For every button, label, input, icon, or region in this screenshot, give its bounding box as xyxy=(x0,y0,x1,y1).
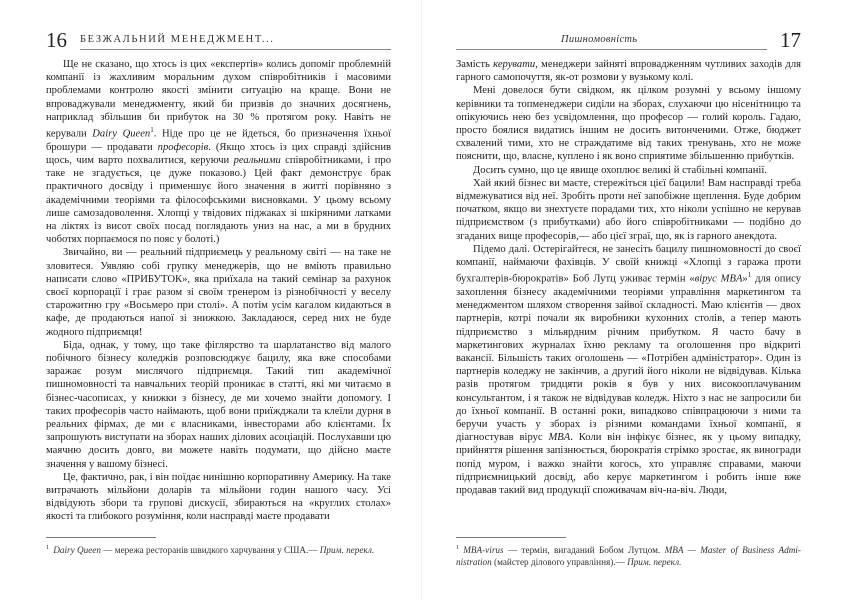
paragraph xyxy=(46,58,391,246)
italic-text: MBA-virus xyxy=(463,545,504,556)
italic-text: Прим. перекл. xyxy=(319,545,375,556)
italic-text: професорів xyxy=(157,141,209,153)
right-page-body xyxy=(456,58,801,497)
footnote-rule xyxy=(456,537,566,538)
right-page xyxy=(422,0,843,600)
text-run: Хай який бізнес ви маєте, стережіться цієї бацили! Вам насправді треба відмежуватися від неї. Зробіть проти неї запобіжне щеплення. Буде добрим початком, якщо ви знехтуєте порадами тих, хто ніколи успішно не керував підприємством (з прибутками) або його співробітниками — подібно до згаданих вище професорів,— або цієї зграї, що, як із гарного анекдота. xyxy=(456,177,801,242)
header-rule xyxy=(80,49,391,50)
left-page-header xyxy=(46,30,391,52)
text-run: Замість xyxy=(456,59,494,70)
italic-text: Dairy Queen xyxy=(92,128,151,140)
left-page xyxy=(0,0,421,600)
text-run: Звичайно, ви — реальний підприємець у реальному світі — на таке не зловитеся. Уявляю собі групку менеджерів, що не вміють правильно написати слово «ПРИБУТОК», яка приїхала на такий семінар за рахунок своєї корпорації і грає разом зі своїм тренером із різнобічності у веселу старожитню гру «Восьмеро при столі». А потім усім кагалом кидаються в кафе, де продаються напої зі знижкою. Закладаюся, серед них не буде жодного підприємця! xyxy=(46,247,391,338)
text-run: Досить сумно, що це явище охоплює великі й стабільні компанії. xyxy=(473,164,767,176)
text-run: Підемо далі. Остерігайтеся, не занесіть бацилу пишномовності до своєї компанії, наймаючи фахівців. У своїй книжці «Хлопці з гаража проти бухгалтерів-бюрократів» Боб Лутц уживає термін « xyxy=(456,243,801,285)
footnote-ref: 1 xyxy=(747,271,752,280)
running-head: Пишномовність xyxy=(561,34,638,45)
text-run: Мені довелося бути свідком, як цілком розумні у всьому іншому керівники та топменеджери сиділи на зборах, слухаючи цю нісенітницю та опікуючись нею без усвідомлення, що професор — голий король. Гадаю, просто боялися видатись іншим не досить витонченими. Отже, бюджет схвалений тими, хто не страждатиме від таких тренувань, хто не може пояснити, що, власне, куплено і як воно сприятиме збільшенню прибутків. xyxy=(456,85,801,163)
text-run: для опису захоплення бізнесу академічними теоріями управління маркетингом та менеджментом шляхом створення зайвої складності. Маю клієнтів — двох партнерів, котрі почали як виробники кухонних столів, а тепер мають підприємство з мільярдним річним прибутком. Я часто бачу в маркетингових журналах їхню рекламу та оголошення про відкриті вакансії. Більшість таких оголошень — «Потрібен адміністратор». Один із партнерів коледжу не закінчив, а другий його ніколи не відвідував. Кілька разів протягом тридцяти років я був у них високооплачуваним консультантом, і я також не відвідував коледж. Ніхто з нас не запросили би до їхньої компанії. В останні роки, випадково співпрацюючи з ними та беручи участь у зборах із різними командами їхньої компанії, я діагностував вірус xyxy=(456,273,801,444)
paragraph xyxy=(456,58,801,84)
header-rule xyxy=(456,49,767,50)
italic-text: реальними xyxy=(233,154,281,166)
footnote-ref: 1 xyxy=(150,126,154,135)
paragraph xyxy=(46,246,391,338)
italic-text: MBA xyxy=(548,432,571,444)
text-run: » xyxy=(742,273,748,285)
running-head: БЕЗЖАЛЬНИЙ МЕНЕДЖМЕНТ... xyxy=(80,34,275,45)
text-run: Це, фактично, рак, і він поїдає нинішню корпоративну Америку. На таке витрачають мільйони доларів та мільйони годин нашого часу. Усі відвідують збори та групові дискусії, збираються на «круглих столах» якості та глибокого розуміння, коли насправді маєте продавати xyxy=(46,471,391,523)
paragraph xyxy=(46,471,391,524)
text-run: , менеджери зайняті впровадженням чутливих заходів для гарного самопочуття, як-от розмови у вузькому колі. xyxy=(456,59,801,84)
paragraph xyxy=(456,243,801,497)
footnote xyxy=(46,542,391,557)
footnote xyxy=(456,542,801,568)
text-run: (майстер ділового управління).— xyxy=(491,556,628,567)
footnote-mark: 1 xyxy=(46,544,50,551)
footnote-rule xyxy=(46,537,156,538)
italic-text: Dairy Queen xyxy=(53,545,101,556)
italic-text: MBA — Master of Business Administration xyxy=(456,545,801,567)
footnote-mark: 1 xyxy=(456,544,460,551)
text-run: . Коли він інфікує бізнес, як у цьому випадку, прийняття рішення запізнюється, бюрократія стрімко зростає, як виногради попід муром, і важко знайти когось, хто управляє справами, маючи підприємницький досвід, або керує маркетингом і робить інше вже продавав такий вид продукції споживачам віч-на-віч. Люди, xyxy=(456,432,801,497)
paragraph xyxy=(456,84,801,163)
text-run: — мережа ресторанів швидкого харчування у США.— xyxy=(100,545,320,556)
page-number: 16 xyxy=(46,28,67,52)
italic-text: керувати xyxy=(493,59,536,70)
italic-text: вірус MBA xyxy=(694,273,743,285)
italic-text: Прим. перекл. xyxy=(627,556,682,567)
paragraph xyxy=(456,177,801,243)
text-run: Біда, однак, у тому, що таке фіглярство та шарлатанство від малого побічного бізнесу коледжів розповсюджує бацилу, яка вже способами заражає розум мислячого підприємця. Такий тип академічної пишномовності та навчальних теорій проникає в статті, які ми читаємо в бізнес-часописах, у книжки з бізнесу, де ми хочемо знайти допомогу. І таких професорів часто наймають, щоб вони приїжджали та клеїли дурня в реальних фірмах, де ми є власниками, інвесторами або клієнтами. Їх запрошують виступати на зборах наших ділових асоціацій. Послухавши цю маячню досить довго, ви можете навіть подумати, що дійсно маєте значення у вашому бізнесі. xyxy=(46,339,391,470)
page-number: 17 xyxy=(780,28,801,52)
text-run: — термін, вигаданий Бобом Лутцом. xyxy=(503,545,665,556)
right-page-header xyxy=(456,30,801,52)
text-run: Ще не сказано, що хтось із цих «експертів» колись допоміг проблемній компанії із жахливим моральним духом співробітників і масовими проблемами контролю якості змінити ситуацію на краще. Вони не впроваджували менеджменту, який би призвів до значних досягнень, наприклад збільшив би прибуток на 30 % протягом року. Навіть не керували xyxy=(46,59,391,140)
paragraph xyxy=(46,339,391,471)
left-page-body xyxy=(46,58,391,524)
text-run: співробітниками, і про таке не згадується, це дуже показово.) Цей факт демонструє брак практичного досвіду і применшує його значення в житті порівняно з академічними теоріями та філософськими висновками. У цьому всьому лише самозадоволення. Хлопці у твідових піджаках зі шкіряними латками на ліктях із висот своїх посад поглядають униз на нас, а ми в брудних чоботях порпаємося по пояс у болоті.) xyxy=(46,154,391,246)
text-run: . (Якщо хтось із цих справді здійснив щось, чим варто похвалитися, керуючи xyxy=(46,141,391,166)
paragraph xyxy=(456,164,801,177)
text-run: . Ніде про це не йдеться, бо призначення їхньої брошури — продавати xyxy=(46,128,391,153)
